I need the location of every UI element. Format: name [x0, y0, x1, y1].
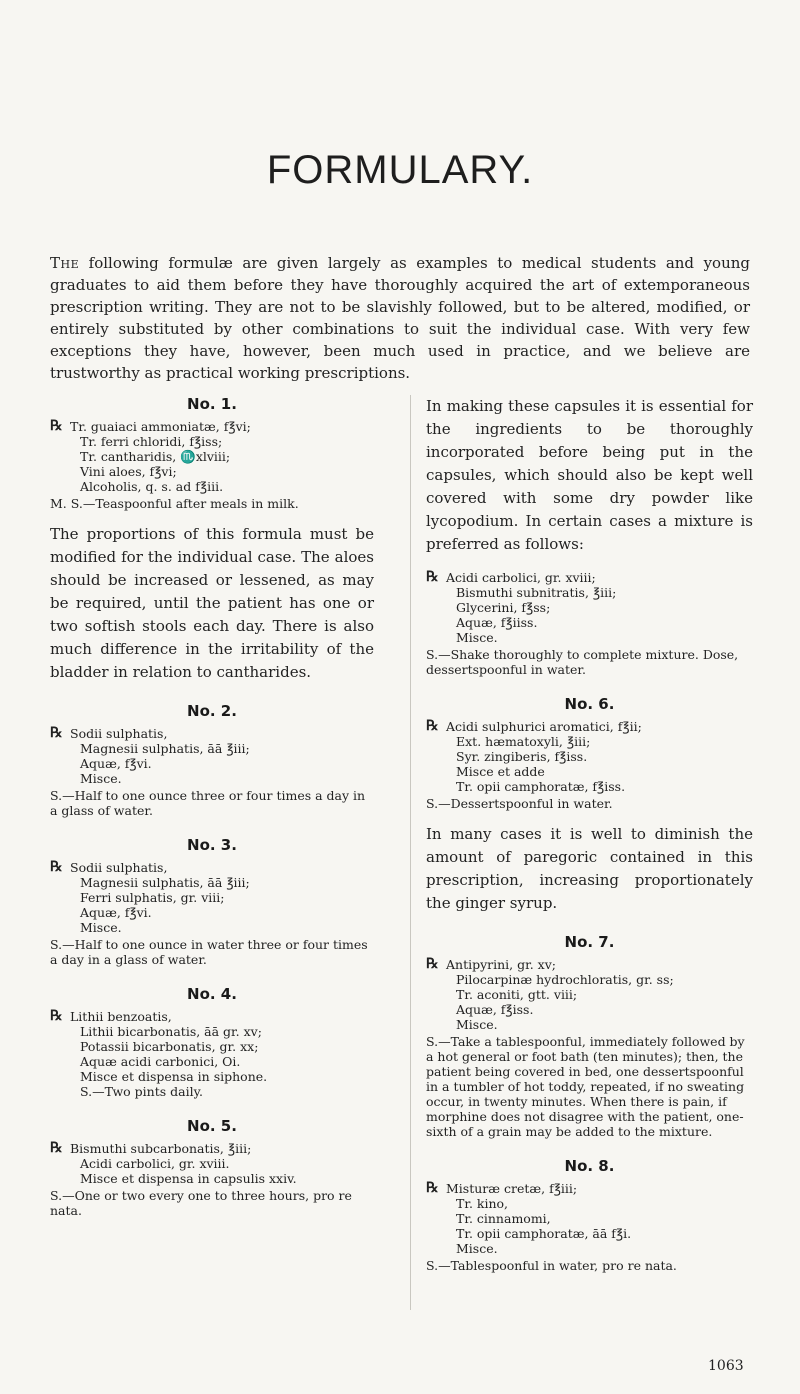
- page-number: 1063: [708, 1358, 744, 1374]
- formula-1: [50, 395, 374, 684]
- prescription: [426, 957, 753, 1032]
- ingredient-line: Misce.: [80, 920, 122, 935]
- column-divider: [410, 395, 411, 1310]
- ingredient-line: Misce.: [456, 1241, 498, 1256]
- signa: S.—Half to one ounce three or four times a day in a glass of water.: [50, 788, 366, 818]
- formula-heading: No. 5.: [187, 1117, 237, 1135]
- ingredient-line: Tr. opii camphoratæ, f℥iss.: [456, 779, 626, 794]
- left-column: [50, 395, 374, 1236]
- formula-heading: No. 6.: [564, 695, 615, 713]
- signa: S.—One or two every one to three hours, pro re nata.: [50, 1188, 352, 1218]
- prescription: [50, 860, 374, 935]
- ingredient-line: Acidi carbolici, gr. xviii.: [80, 1156, 230, 1171]
- signa: S.—Take a tablespoonful, immediately followed by a hot general or foot bath (ten minutes); then, the patient being covered in bed, one dessertspoonful in a tumbler of hot toddy, repeated, if no sweating occur, in twenty minutes. When there is pain, if morphine does not disagree with the patient, one-sixth of a grain may be added to the mixture.: [426, 1034, 745, 1139]
- prescription: [50, 1141, 374, 1186]
- formula-heading: No. 1.: [187, 395, 237, 413]
- ingredient-line: Aquæ acidi carbonici, Oi.: [80, 1054, 241, 1069]
- ingredient-line: Glycerini, f℥ss;: [456, 600, 551, 615]
- ingredient-line: ℞ Tr. guaiaci ammoniatæ, f℥vi;: [50, 419, 374, 434]
- formula-7: [426, 933, 753, 1139]
- signa: S.—Half to one ounce in water three or four times a day in a glass of water.: [50, 937, 368, 967]
- ingredient-line: Aquæ, f℥vi.: [80, 905, 152, 920]
- prescription: [50, 1009, 374, 1099]
- signa: S.—Shake thoroughly to complete mixture. Dose, dessertspoonful in water.: [426, 647, 739, 677]
- formula-3: [50, 836, 374, 967]
- ingredient-line: ℞ Bismuthi subcarbonatis, ℥iii;: [50, 1141, 374, 1156]
- ingredient-line: Ferri sulphatis, gr. viii;: [80, 890, 225, 905]
- ingredient-line: Tr. cinnamomi,: [456, 1211, 551, 1226]
- ingredient-line: Potassii bicarbonatis, gr. xx;: [80, 1039, 259, 1054]
- capsule-note: In making these capsules it is essential for the ingredients to be thoroughly incorporated before being put in the capsules, which should also be kept well covered with some dry powder like lycopodium. In certain cases a mixture is preferred as follows:: [426, 397, 753, 553]
- ingredient-line: Tr. kino,: [456, 1196, 509, 1211]
- ingredient-line: Tr. cantharidis, ♏xlviii;: [80, 449, 231, 464]
- formula-8: [426, 1157, 753, 1273]
- ingredient-line: ℞ Misturæ cretæ, f℥iii;: [426, 1181, 753, 1196]
- mixture-formula: [426, 570, 753, 677]
- formula-heading: No. 7.: [564, 933, 615, 951]
- prescription: [50, 726, 374, 786]
- signa: S.—Dessertspoonful in water.: [426, 796, 613, 811]
- prescription: [426, 570, 753, 645]
- ingredient-line: Misce.: [80, 771, 122, 786]
- ingredient-line: ℞ Acidi carbolici, gr. xviii;: [426, 570, 753, 585]
- ingredient-line: ℞ Lithii benzoatis,: [50, 1009, 374, 1024]
- prescription: [50, 419, 374, 494]
- formula-note: The proportions of this formula must be modified for the individual case. The aloes should be increased or lessened, as may be required, until the patient has one or two softish stools each day. There is also much difference in the irritability of the bladder in relation to cantharides.: [50, 525, 374, 681]
- ingredient-line: Misce et adde: [456, 764, 545, 779]
- ingredient-line: S.—Two pints daily.: [80, 1084, 203, 1099]
- ingredient-line: ℞ Sodii sulphatis,: [50, 726, 374, 741]
- ingredient-line: Tr. aconiti, gtt. viii;: [456, 987, 578, 1002]
- ingredient-line: Magnesii sulphatis, āā ℥iii;: [80, 875, 250, 890]
- ingredient-line: ℞ Acidi sulphurici aromatici, f℥ii;: [426, 719, 753, 734]
- ingredient-line: ℞ Sodii sulphatis,: [50, 860, 374, 875]
- intro-lead-word: The: [50, 254, 80, 272]
- intro-paragraph: [50, 252, 750, 384]
- ingredient-line: Alcoholis, q. s. ad f℥iii.: [80, 479, 224, 494]
- ingredient-line: Vini aloes, f℥vi;: [80, 464, 177, 479]
- ingredient-line: Misce et dispensa in siphone.: [80, 1069, 268, 1084]
- formula-heading: No. 8.: [564, 1157, 615, 1175]
- right-column: [426, 395, 753, 1291]
- ingredient-line: Magnesii sulphatis, āā ℥iii;: [80, 741, 250, 756]
- signa: S.—Tablespoonful in water, pro re nata.: [426, 1258, 677, 1273]
- ingredient-line: Pilocarpinæ hydrochloratis, gr. ss;: [456, 972, 674, 987]
- formula-2: [50, 702, 374, 818]
- prescription: [426, 1181, 753, 1256]
- formula-heading: No. 3.: [187, 836, 237, 854]
- formula-heading: No. 4.: [187, 985, 237, 1003]
- ingredient-line: Misce.: [456, 630, 498, 645]
- signa: M. S.—Teaspoonful after meals in milk.: [50, 496, 299, 511]
- formula-note: In many cases it is well to diminish the amount of paregoric contained in this prescription, increasing proportionately the ginger syrup.: [426, 825, 753, 912]
- ingredient-line: Misce.: [456, 1017, 498, 1032]
- ingredient-line: Syr. zingiberis, f℥iss.: [456, 749, 588, 764]
- formula-heading: No. 2.: [187, 702, 237, 720]
- ingredient-line: Bismuthi subnitratis, ℥iii;: [456, 585, 617, 600]
- ingredient-line: Aquæ, f℥iss.: [456, 1002, 534, 1017]
- ingredient-line: Aquæ, f℥iiss.: [456, 615, 538, 630]
- ingredient-line: Aquæ, f℥vi.: [80, 756, 152, 771]
- prescription: [426, 719, 753, 794]
- ingredient-line: Tr. opii camphoratæ, āā f℥i.: [456, 1226, 632, 1241]
- ingredient-line: Tr. ferri chloridi, f℥iss;: [80, 434, 223, 449]
- ingredient-line: Misce et dispensa in capsulis xxiv.: [80, 1171, 297, 1186]
- intro-text: following formulæ are given largely as examples to medical students and young graduates to aid them before they have thoroughly acquired the art of extemporaneous prescription writing. They are not to be slavishly followed, but to be altered, modified, or entirely substituted by other combinations to suit the individual case. With very few exceptions they have, however, been much used in practice, and we believe are trustworthy as practical working prescriptions.: [50, 254, 750, 382]
- page-title: FORMULARY.: [266, 148, 534, 192]
- ingredient-line: Lithii bicarbonatis, āā gr. xv;: [80, 1024, 262, 1039]
- formula-4: [50, 985, 374, 1099]
- ingredient-line: Ext. hæmatoxyli, ℥iii;: [456, 734, 591, 749]
- ingredient-line: ℞ Antipyrini, gr. xv;: [426, 957, 753, 972]
- formula-6: [426, 695, 753, 915]
- formula-5: [50, 1117, 374, 1218]
